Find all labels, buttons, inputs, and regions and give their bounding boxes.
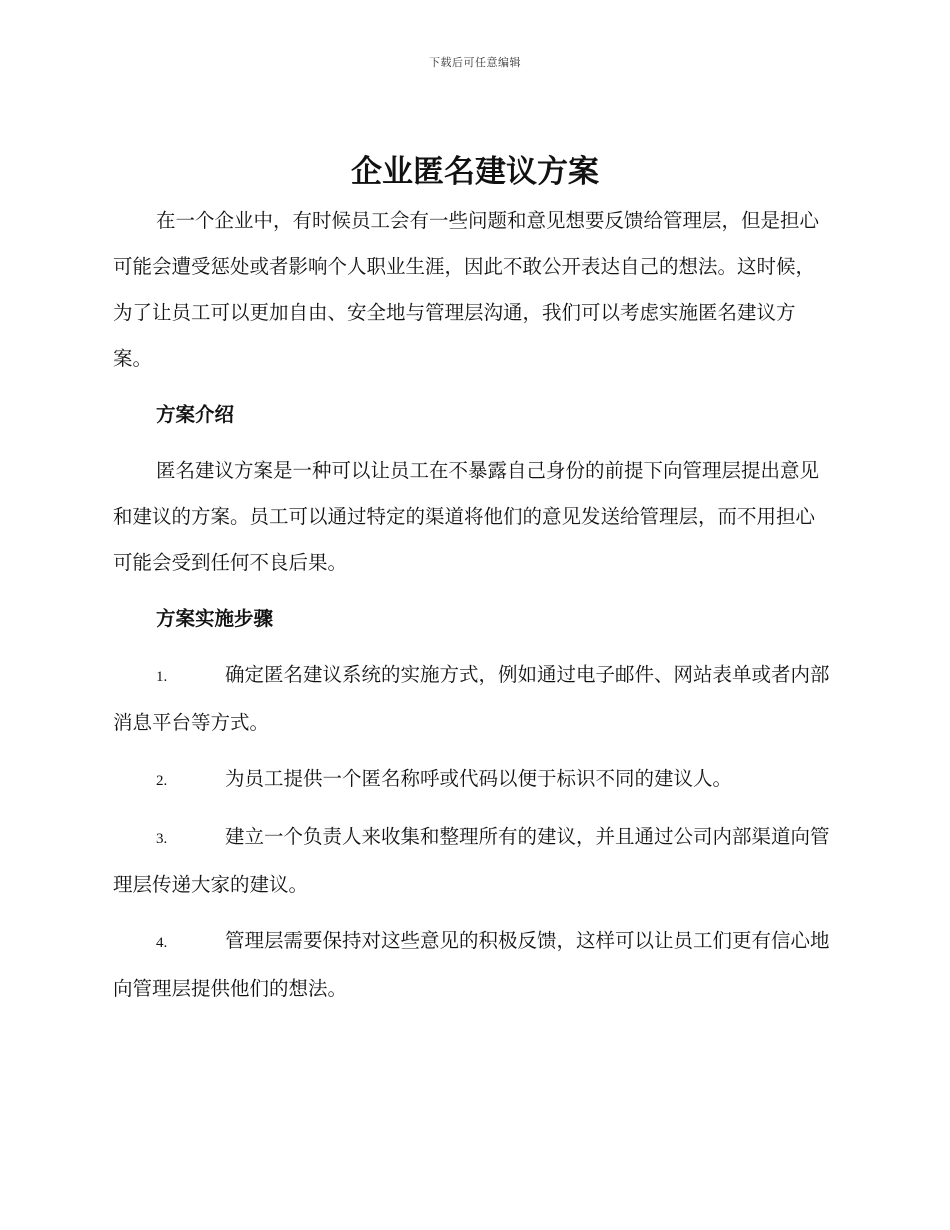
header-note: 下载后可任意编辑 <box>429 56 521 69</box>
step-number: 2. <box>156 773 168 789</box>
step-item <box>113 814 833 908</box>
introduction-paragraph: 匿名建议方案是一种可以让员工在不暴露自己身份的前提下向管理层提出意见和建议的方案。员工可以通过特定的渠道将他们的意见发送给管理层，而不用担心可能会受到任何不良后果。 <box>113 459 820 574</box>
step-item <box>113 756 833 804</box>
steps-list <box>113 652 833 1012</box>
section-heading-steps: 方案实施步骤 <box>156 607 274 630</box>
step-text: 确定匿名建议系统的实施方式，例如通过电子邮件、网站表单或者内部消息平台等方式。 <box>113 663 830 734</box>
document-body <box>113 198 833 1012</box>
step-number: 3. <box>156 831 168 847</box>
step-text: 建立一个负责人来收集和整理所有的建议，并且通过公司内部渠道向管理层传递大家的建议。 <box>113 825 830 896</box>
document-title: 企业匿名建议方案 <box>351 154 599 190</box>
step-text: 管理层需要保持对这些意见的积极反馈，这样可以让员工们更有信心地向管理层提供他们的想法。 <box>113 929 830 1000</box>
step-number: 1. <box>156 669 168 685</box>
section-heading-introduction: 方案介绍 <box>156 403 235 426</box>
step-number: 4. <box>156 935 168 951</box>
step-text: 为员工提供一个匿名称呼或代码以便于标识不同的建议人。 <box>225 767 733 790</box>
step-item <box>113 918 833 1012</box>
intro-paragraph: 在一个企业中，有时候员工会有一些问题和意见想要反馈给管理层，但是担心可能会遭受惩处或者影响个人职业生涯，因此不敢公开表达自己的想法。这时候，为了让员工可以更加自由、安全地与管理层沟通，我们可以考虑实施匿名建议方案。 <box>113 209 820 370</box>
step-item <box>113 652 833 746</box>
